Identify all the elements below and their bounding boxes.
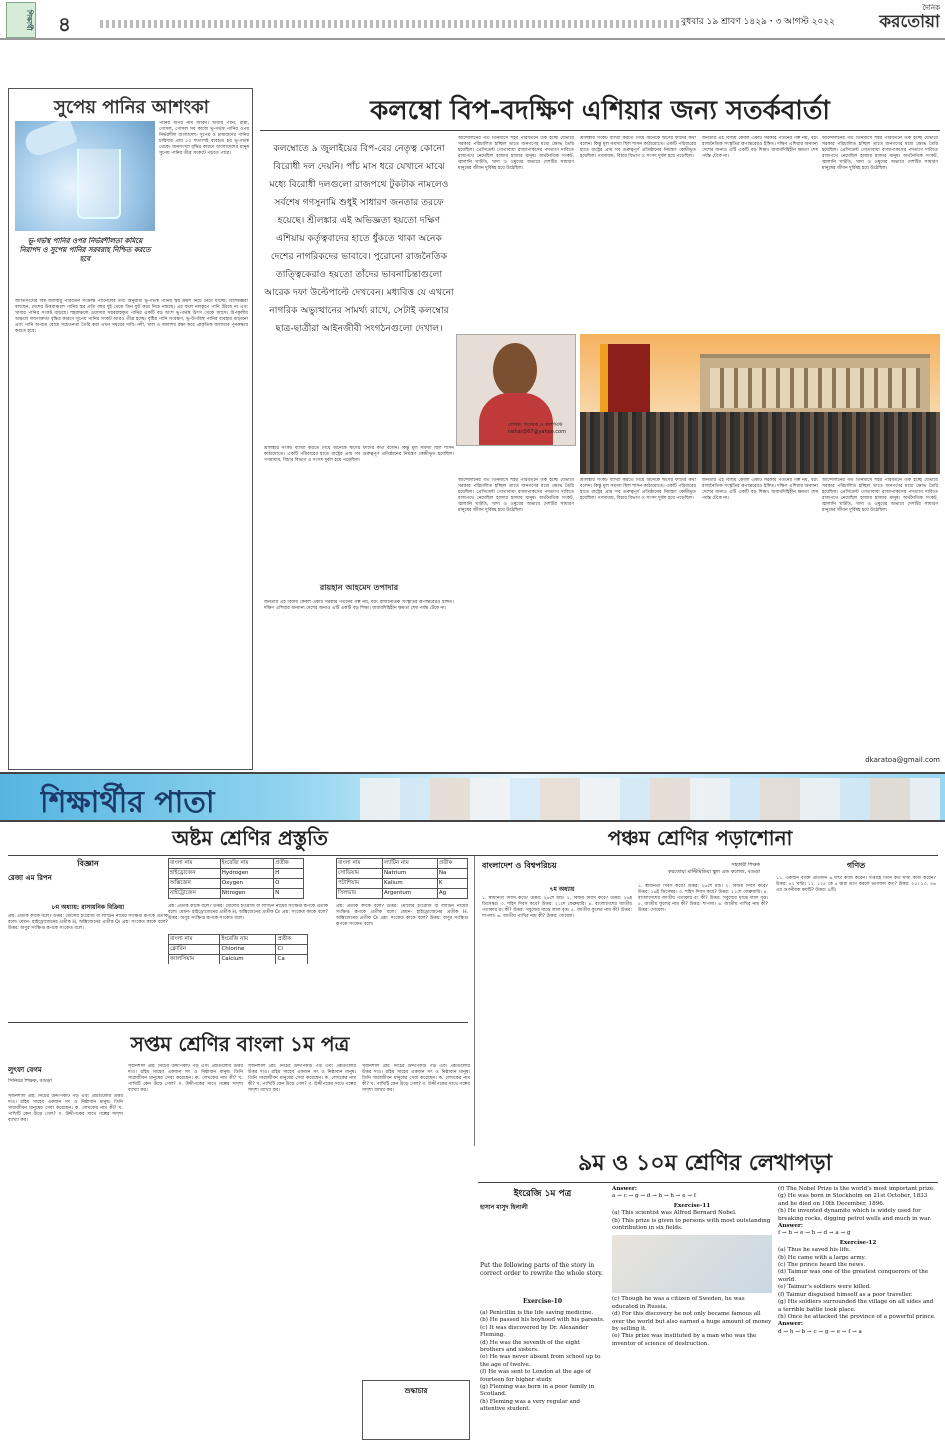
- list-item: (b) He passed his boyhood with his parents.: [480, 1317, 605, 1324]
- class910-head: ৯ম ও ১০ম শ্রেণির লেখাপড়া: [578, 1150, 832, 1176]
- table-header: বাংলা নাম: [169, 935, 220, 945]
- table-cell: ক্যালসিয়াম: [169, 955, 220, 965]
- headline-rule: [260, 130, 940, 131]
- table-header: বাংলা নাম: [169, 859, 221, 869]
- ex11b-12-block: [778, 1186, 938, 1446]
- left-article-body: [15, 299, 248, 767]
- list-item: (a) Thus he saved his life.: [778, 1247, 851, 1254]
- table-cell: Oxygen: [220, 879, 273, 889]
- table-cell: Natrium: [382, 869, 437, 879]
- answer12: d → h → b → c → g → e → f → a: [778, 1328, 862, 1335]
- page-header: [0, 0, 945, 40]
- main-col-2: শ্রীলঙ্কার সংকট ব্যাখ্যা করতে গিয়ে অনেকে ঋণের ফাঁদের কথা বলেন। কিন্তু মূল সমস্যা ছিল শাসন কাঠামোতে। একটি পরিবারের হাতে রাষ্ট্রের প্রায় সব গুরুত্বপূর্ণ প্রতিষ্ঠানের নিয়ন্ত্রণ কেন্দ্রীভূত হয়েছিল। গণমাধ্যম, বিচার বিভাগ ও সংসদ দুর্বল হয়ে পড়েছিল।: [580, 136, 696, 160]
- list-item: (h) Once he attacked the province of a powerful prince.: [778, 1313, 936, 1320]
- table-cell: Calcium: [220, 955, 276, 965]
- list-item: (e) This prize was instituted by a man who was the inventor of science of destruction.: [612, 1333, 757, 1347]
- main-lower-col-2: শ্রীলঙ্কার সংকট ব্যাখ্যা করতে গিয়ে অনেকে ঋণের ফাঁদের কথা বলেন। কিন্তু মূল সমস্যা ছিল শাসন কাঠামোতে। একটি পরিবারের হাতে রাষ্ট্রের প্রায় সব গুরুত্বপূর্ণ প্রতিষ্ঠানের নিয়ন্ত্রণ কেন্দ্রীভূত হয়েছিল। গণমাধ্যম, বিচার বিভাগ ও সংসদ দুর্বল হয়ে পড়েছিল।: [580, 478, 696, 502]
- exercise12-title: Exercise-12: [839, 1239, 877, 1246]
- bangla-col-1: সৃজনশীল প্রশ্ন: নিচের উদ্দীপকটি পড় এবং প্রশ্নগুলোর উত্তর দাও। রহিম সাহেব একজন সৎ ও নিষ্ঠাবান মানুষ। তিনি সারাজীবন মানুষের সেবা করেছেন। ক. লেখকের নাম কী? খ. পাখিটি কেন উড়ে গেল? গ. উদ্দীপকের সাথে গল্পের সাদৃশ্য ব্যাখ্যা কর।: [8, 1094, 123, 1124]
- answer-label: Answer:: [778, 1223, 803, 1230]
- section-rule: [8, 855, 938, 856]
- list-item: (a) This scientist was Alfred Bernard Nobel.: [612, 1210, 737, 1217]
- table-cell: Ca: [276, 955, 308, 965]
- english-title: ইংরেজি ১ম পত্র: [513, 1189, 572, 1199]
- author-head: [493, 343, 537, 397]
- main-col-4: আন্দোলনের গত তিনমাসে শহর পরিবর্তনে তর্ক হচ্ছে যেভাবে সরকার পরিচালিত হচ্ছিল তাতে জনগণের মধ্যে ক্ষোভ তৈরি হয়েছিল। প্রেসিডেন্ট গোতাবায়া রাজাপাকসের পদত্যাগ দাবিতে রাজপথে নেমেছিল হাজার হাজার মানুষ। অর্থনৈতিক সংকট, জ্বালানি ঘাটতি, খাদ্য ও ওষুধের অভাবে দেশটির সাধারণ মানুষের জীবন দুর্বিষহ হয়ে উঠেছিল।: [822, 136, 938, 172]
- bgs-title: বাংলাদেশ ও বিশ্বপরিচয়: [482, 861, 557, 870]
- english-author: হাসান মাসুদ হিলালী: [480, 1204, 528, 1211]
- building-shape: [700, 354, 930, 414]
- table-cell: Ag: [437, 889, 467, 899]
- correction-title: শুদ্ধাচার: [404, 1387, 428, 1395]
- class910-rule: [478, 1182, 938, 1183]
- english-intro: Put the following parts of the story in correct order to rewrite the whole story.: [480, 1262, 603, 1277]
- bangla-author: লুৎফা বেগম: [8, 1066, 42, 1074]
- symbol-table: [168, 858, 304, 899]
- water-glass-image: [15, 121, 155, 231]
- table-cell: সিলভার: [337, 889, 383, 899]
- list-item: (f) Taimur disguised himself as a poor traveller.: [778, 1291, 913, 1298]
- math-body: ১১. একজন ব্যক্তি প্রতিদিন ৬ ঘণ্টা কাজ করেন। সপ্তাহে তিনি কত ঘণ্টা কাজ করেন? উত্তর: ৪২ ঘণ্টা। ১২. ১২৫ কে ৫ দ্বারা ভাগ করলে ভাগফল কত? উত্তর: ২৫। ১৩. ৩৬ এর গুণনীয়ক কয়টি? উত্তর: ৯টি।: [776, 876, 936, 894]
- left-article-intro: পানির অপর নাম জীবন। খাবার পানি, রান্না, গোসল, গোসল সব কাজে ভূ-গর্ভস্থ পানির ওপর নির্ভরশীল বাংলাদেশ। সুপেয় ও চাষাবাদের পানির চাহিদার প্রায় ৮০ শতাংশই ব্যবহৃত হয় ভূ-গর্ভস্থ থেকে। জনসংখ্যা বৃদ্ধির কারণে বাংলাদেশের মানুষ সুপেয় পানির তীব্র সংকটে পড়তে পারে।: [159, 121, 249, 157]
- table-header: বাংলা নাম: [337, 859, 383, 869]
- small-table-wrap: [168, 934, 308, 964]
- table-cell: N: [274, 889, 304, 899]
- list-item: (f) The Nobel Prize is the world's most important prize.: [778, 1186, 935, 1192]
- list-item: (h) He invented dynamite which is widely used for breaking rocks, digging petrol wells and much in war.: [778, 1208, 932, 1222]
- science-author: রেজা এম রিপন: [8, 874, 52, 882]
- list-item: (b) He came with a large army.: [778, 1254, 866, 1261]
- exercise11-title: Exercise-11: [673, 1202, 711, 1209]
- list-item: (e) He was never absent from school up to the age of twelve.: [480, 1354, 601, 1368]
- left-article-body-text: জাতিসংঘের বিশ্ব জলবায়ু পরিবর্তন সংক্রান্ত প্যানেলের তথ্য অনুযায়ী ভূ-গর্ভস্থ পানির স্তর ক্রমশ নিচে নেমে যাচ্ছে। বিশেষজ্ঞরা বলছেন, দেশের উত্তরাঞ্চলে পানির স্তর প্রতি বছর দুই থেকে তিন ফুট করে নিচে নামছে। এর ফলে নলকূপে পানি উঠছে না এবং খাবার পানির সংকট বাড়ছে। শহরাঞ্চলে ওয়াসার সরবরাহকৃত পানির একটি বড় অংশ ভূ-গর্ভস্থ উৎস থেকে আসে। উপকূলীয় অঞ্চলে লবণাক্ততা বৃদ্ধির কারণে সুপেয় পানির সংকট আরও তীব্র হচ্ছে। বৃষ্টির পানি সংরক্ষণ, ভূ-উপরিস্থ পানির ব্যবহার বাড়ানো এবং পানি অপচয় রোধে সচেতনতা তৈরি করা এখন সময়ের দাবি। নদী, খাল ও জলাশয় রক্ষা করে প্রাকৃতিক জলাধার পুনরুদ্ধার করতে হবে।: [15, 299, 248, 335]
- list-item: (e) Taimur's soldiers were killed.: [778, 1284, 871, 1291]
- class7-rule: [8, 1022, 468, 1023]
- table-cell: Cl: [276, 945, 308, 955]
- list-item: (d) Taimur was one of the greatest conquerors of the world.: [778, 1269, 929, 1283]
- answer-label: Answer:: [778, 1321, 803, 1328]
- contact-email: dkaratoa@gmail.com: [865, 756, 940, 764]
- main-col-3: জনতার এই বিজয় কেবল একটি সরকার পতনের গল্প নয়, বরং রাজনৈতিক সংস্কৃতির রূপান্তরেরও ইঙ্গিত। দক্ষিণ এশিয়ার অন্যান্য দেশের জন্যও এটি একটি বড় শিক্ষা। জবাবদিহিহীন ক্ষমতা শেষ পর্যন্ত টেকে না।: [702, 136, 818, 160]
- author-caption: [508, 422, 578, 444]
- exercise10-title: Exercise-10: [522, 1298, 563, 1305]
- table-cell: K: [437, 879, 467, 889]
- left-article-title: সুপেয় পানির আশংকা: [54, 97, 209, 118]
- table-cell: পটাশিয়াম: [337, 879, 383, 889]
- main-col-left-lower: শ্রীলঙ্কার সংকট ব্যাখ্যা করতে গিয়ে অনেকে ঋণের ফাঁদের কথা বলেন। কিন্তু মূল সমস্যা ছিল শাসন কাঠামোতে। একটি পরিবারের হাতে রাষ্ট্রের প্রায় সব গুরুত্বপূর্ণ প্রতিষ্ঠানের নিয়ন্ত্রণ কেন্দ্রীভূত হয়েছিল। গণমাধ্যম, বিচার বিভাগ ও সংসদ দুর্বল হয়ে পড়েছিল।: [264, 446, 454, 464]
- list-item: (d) He was the seventh of the eight brothers and sisters.: [480, 1339, 580, 1354]
- masthead-name: করতোয়া: [879, 12, 940, 32]
- banner-title: শিক্ষার্থীর পাতা: [40, 785, 215, 820]
- ex10-list: [480, 1310, 605, 1446]
- bangla-col-4: সৃজনশীল প্রশ্ন: নিচের উদ্দীপকটি পড় এবং প্রশ্নগুলোর উত্তর দাও। রহিম সাহেব একজন সৎ ও নিষ্ঠাবান মানুষ। তিনি সারাজীবন মানুষের সেবা করেছেন। ক. লেখকের নাম কী? খ. পাখিটি কেন উড়ে গেল? গ. উদ্দীপকের সাথে গল্পের সাদৃশ্য ব্যাখ্যা কর।: [362, 1064, 470, 1094]
- masthead-small: দৈনিক: [922, 4, 940, 12]
- header-stripe: [100, 20, 680, 28]
- table-cell: Hydrogen: [220, 869, 273, 879]
- table-header: প্রতীক: [437, 859, 467, 869]
- issue-date: বুধবার ১৯ শ্রাবণ ১৪২৯ ꞏ ৩ আগস্ট ২০২২: [681, 17, 835, 27]
- list-item: (a) Penicillin is the life saving medicine.: [480, 1310, 594, 1316]
- bgs-school: করতোয়া মাল্টিমিডিয়া স্কুল এন্ড কলেজ, বগুড়া: [668, 869, 760, 875]
- page-number: ৪: [58, 12, 71, 34]
- bgs-chapter: ৭ম অধ্যায়: [549, 886, 575, 893]
- main-lower-col-1: আন্দোলনের গত তিনমাসে শহর পরিবর্তনে তর্ক হচ্ছে যেভাবে সরকার পরিচালিত হচ্ছিল তাতে জনগণের মধ্যে ক্ষোভ তৈরি হয়েছিল। প্রেসিডেন্ট গোতাবায়া রাজাপাকসের পদত্যাগ দাবিতে রাজপথে নেমেছিল হাজার হাজার মানুষ। অর্থনৈতিক সংকট, জ্বালানি ঘাটতি, খাদ্য ও ওষুধের অভাবে দেশটির সাধারণ মানুষের জীবন দুর্বিষহ হয়ে উঠেছিল।: [458, 478, 574, 514]
- table-header: প্রতীক: [276, 935, 308, 945]
- bgs-teacher: [600, 862, 760, 880]
- table-cell: Argentum: [382, 889, 437, 899]
- list-item: (d) For this discovery he not only became famous all over the world but also earned a huge amount of money by selling it.: [612, 1311, 772, 1333]
- bottle-shape: [22, 121, 78, 159]
- table-header: ইংরেজি নাম: [220, 859, 273, 869]
- table-cell: Nitrogen: [220, 889, 273, 899]
- glass-shape: [77, 149, 121, 219]
- table-cell: Kalium: [382, 879, 437, 889]
- main-headline: কলম্বো বিপ-বদক্ষিণ এশিয়ার জন্য সতর্কবার্তা: [370, 96, 830, 126]
- table-cell: সোডিয়াম: [337, 869, 383, 879]
- lead-box: [264, 140, 454, 440]
- class5-head: পঞ্চম শ্রেণির পড়াশোনা: [607, 826, 793, 850]
- list-item: (c) The prince heard the news.: [778, 1262, 866, 1269]
- correction-box: [362, 1380, 470, 1440]
- author-caption-text: লেখক: গবেষক ও কলামিস্ট: [508, 422, 563, 428]
- list-item: (g) His soldiers surrounded the village on all sides and a terrible battle took place.: [778, 1299, 934, 1313]
- list-item: (c) Though he was a citizen of Sweden, he was educated in Russia.: [612, 1296, 745, 1310]
- science-title: বিজ্ঞান: [77, 859, 99, 868]
- main-col-left-bottom: জনতার এই বিজয় কেবল একটি সরকার পতনের গল্প নয়, বরং রাজনৈতিক সংস্কৃতির রূপান্তরেরও ইঙ্গিত। দক্ষিণ এশিয়ার অন্যান্য দেশের জন্যও এটি একটি বড় শিক্ষা। জবাবদিহিহীন ক্ষমতা শেষ পর্যন্ত টেকে না।: [264, 600, 454, 612]
- small-table: [168, 934, 308, 964]
- author-email: raihan567@yahoo.com: [508, 429, 566, 435]
- lead-text: কলম্বোতে ৯ জুলাইয়ের বিপ-বের নেতৃত্ব কোনো বিরোধী দল দেয়নি। পাঁচ মাস ধরে যেখানে মাঝে মধ্যে বিরোধী দলগুলো রাজপথে টুকটাক নামলেও সর্বশেষ গণসুনামি শুধুই সাধারণ জনতার তরফে হয়েছে। শ্রীলঙ্কার এই অভিজ্ঞতা হয়তো দক্ষিণ এশিয়ায় কর্তৃত্ববাদের হাতে ধুঁকতে থাকা অনেক দেশের নাগরিকদের ভাবাবে। পুরোনো রাজনৈতিক তাত্ত্বিকেরাও হয়তো তাঁদের ভাবনাচিন্তাগুলো আরেক দফা উল্টেপাল্টে দেখবেন। মধ্যবিত্ত যে এখনো নাগরিক অভ্যুত্থানের সামর্থ্য রাখে, সেটাই কলম্বোর ছাত্র-ছাত্রীরা আইনজীবী সংগঠনগুলো দেখাল।: [264, 143, 454, 334]
- author-byline: রায়হান আহমেদ তপাদার: [319, 583, 399, 592]
- list-item: (g) Fleming was born in a poor family in Scotland.: [480, 1384, 595, 1398]
- main-lower-col-3: জনতার এই বিজয় কেবল একটি সরকার পতনের গল্প নয়, বরং রাজনৈতিক সংস্কৃতির রূপান্তরেরও ইঙ্গিত। দক্ষিণ এশিয়ার অন্যান্য দেশের জন্যও এটি একটি বড় শিক্ষা। জবাবদিহিহীন ক্ষমতা শেষ পর্যন্ত টেকে না।: [702, 478, 818, 502]
- section-logo-text: শিক্ষার্থী: [25, 9, 33, 31]
- table-cell: O: [274, 879, 304, 889]
- col-divider: [474, 856, 475, 1146]
- table-cell: হাইড্রোজেন: [169, 869, 221, 879]
- student-page-banner: [0, 772, 945, 822]
- latin-table-wrap: [336, 858, 468, 900]
- masthead: [842, 4, 940, 36]
- latin-table: [336, 858, 468, 899]
- ex11-block: [612, 1186, 772, 1446]
- list-item: (g) He was born in Stockholm on 21st October, 1833 and he died on 10th December, 1896.: [778, 1193, 928, 1207]
- list-item: (h) Fleming was a very regular and attentive student.: [480, 1398, 581, 1413]
- answer-label: Answer:: [612, 1186, 637, 1192]
- colombo-protest-photo: [580, 334, 940, 474]
- table-cell: নাইট্রোজেন: [169, 889, 221, 899]
- students-photo: [612, 1235, 772, 1293]
- table-header: ইংরেজি নাম: [220, 935, 276, 945]
- main-col-1: আন্দোলনের গত তিনমাসে শহর পরিবর্তনে তর্ক হচ্ছে যেভাবে সরকার পরিচালিত হচ্ছিল তাতে জনগণের মধ্যে ক্ষোভ তৈরি হয়েছিল। প্রেসিডেন্ট গোতাবায়া রাজাপাকসের পদত্যাগ দাবিতে রাজপথে নেমেছিল হাজার হাজার মানুষ। অর্থনৈতিক সংকট, জ্বালানি ঘাটতি, খাদ্য ও ওষুধের অভাবে দেশটির সাধারণ মানুষের জীবন দুর্বিষহ হয়ে উঠেছিল।: [458, 136, 574, 172]
- science-body: প্রশ্ন: প্রতীক কাকে বলে? উত্তর: মৌলের ইংরেজি বা ল্যাটিন নামের সংক্ষিপ্ত রূপকে প্রতীক বলে। যেমন- হাইড্রোজেনের প্রতীক H, অক্সিজেনের প্রতীক O। প্রশ্ন: সংকেত কাকে বলে? উত্তর: অণুর সংক্ষিপ্ত রূপকে সংকেত বলে।: [8, 914, 168, 932]
- main-lower-col-4: আন্দোলনের গত তিনমাসে শহর পরিবর্তনে তর্ক হচ্ছে যেভাবে সরকার পরিচালিত হচ্ছিল তাতে জনগণের মধ্যে ক্ষোভ তৈরি হয়েছিল। প্রেসিডেন্ট গোতাবায়া রাজাপাকসের পদত্যাগ দাবিতে রাজপথে নেমেছিল হাজার হাজার মানুষ। অর্থনৈতিক সংকট, জ্বালানি ঘাটতি, খাদ্য ও ওষুধের অভাবে দেশটির সাধারণ মানুষের জীবন দুর্বিষহ হয়ে উঠেছিল।: [822, 478, 938, 514]
- science-table: [168, 858, 304, 900]
- class8-head: অষ্টম শ্রেণির প্রস্তুতি: [172, 826, 328, 850]
- bgs-body-2: ১. স্বাধীনতা দিবস কবে? উত্তর: ২৬শে মার্চ। ২. বিজয় দিবস কবে? উত্তর: ১৬ই ডিসেম্বর। ৩. শহিদ দিবস কবে? উত্তর: ২১শে ফেব্রুয়ারি। ৪. বাংলাদেশের জাতীয় পতাকার রং কী? উত্তর: সবুজের মাঝে লাল বৃত্ত। ৫. জাতীয় ফুলের নাম কী? উত্তর: শাপলা। ৬. জাতীয় পাখির নাম কী? উত্তর: দোয়েল।: [638, 884, 768, 914]
- class7-head: সপ্তম শ্রেণির বাংলা ১ম পত্র: [130, 1032, 350, 1056]
- list-item: (b) This prize is given to persons with most outstanding contribution in six fields.: [612, 1217, 771, 1232]
- bangla-col-3: সৃজনশীল প্রশ্ন: নিচের উদ্দীপকটি পড় এবং প্রশ্নগুলোর উত্তর দাও। রহিম সাহেব একজন সৎ ও নিষ্ঠাবান মানুষ। তিনি সারাজীবন মানুষের সেবা করেছেন। ক. লেখকের নাম কী? খ. পাখিটি কেন উড়ে গেল? গ. উদ্দীপকের সাথে গল্পের সাদৃশ্য ব্যাখ্যা কর।: [248, 1064, 356, 1094]
- left-article: [8, 88, 253, 770]
- banner-students-graphic: [360, 778, 940, 820]
- bgs-body: ১. স্বাধীনতা দিবস কবে? উত্তর: ২৬শে মার্চ। ২. বিজয় দিবস কবে? উত্তর: ১৬ই ডিসেম্বর। ৩. শহিদ দিবস কবে? উত্তর: ২১শে ফেব্রুয়ারি। ৪. বাংলাদেশের জাতীয় পতাকার রং কী? উত্তর: সবুজের মাঝে লাল বৃত্ত। ৫. জাতীয় ফুলের নাম কী? উত্তর: শাপলা। ৬. জাতীয় পাখির নাম কী? উত্তর: দোয়েল।: [482, 896, 632, 920]
- table-header: ল্যাটিন নাম: [382, 859, 437, 869]
- table-cell: Na: [437, 869, 467, 879]
- bangla-col-2: সৃজনশীল প্রশ্ন: নিচের উদ্দীপকটি পড় এবং প্রশ্নগুলোর উত্তর দাও। রহিম সাহেব একজন সৎ ও নিষ্ঠাবান মানুষ। তিনি সারাজীবন মানুষের সেবা করেছেন। ক. লেখকের নাম কী? খ. পাখিটি কেন উড়ে গেল? গ. উদ্দীপকের সাথে গল্পের সাদৃশ্য ব্যাখ্যা কর।: [128, 1064, 243, 1094]
- flag-shape: [600, 344, 650, 414]
- table-header: প্রতীক: [274, 859, 304, 869]
- answer10: a → c → g → d → b → h → e → f: [612, 1193, 696, 1200]
- science-body-2: প্রশ্ন: প্রতীক কাকে বলে? উত্তর: মৌলের ইংরেজি বা ল্যাটিন নামের সংক্ষিপ্ত রূপকে প্রতীক বলে। যেমন- হাইড্রোজেনের প্রতীক H, অক্সিজেনের প্রতীক O। প্রশ্ন: সংকেত কাকে বলে? উত্তর: অণুর সংক্ষিপ্ত রূপকে সংকেত বলে।: [168, 904, 328, 922]
- table-cell: অক্সিজেন: [169, 879, 221, 889]
- bgs-teacher-role: সহকারী শিক্ষক: [731, 862, 760, 868]
- table-cell: H: [274, 869, 304, 879]
- math-title: গণিত: [846, 861, 866, 870]
- left-article-caption: ভূ-গর্ভস্থ পানির ওপর নির্ভরশীলতা কমিয়ে নিরাপদ ও সুপেয় পানির সরবরাহ নিশ্চিত করতে হবে: [19, 237, 151, 263]
- section-logo: [6, 2, 36, 38]
- list-item: (f) He was sent to London at the age of fourteen for higher study.: [480, 1369, 591, 1383]
- science-body-3: প্রশ্ন: প্রতীক কাকে বলে? উত্তর: মৌলের ইংরেজি বা ল্যাটিন নামের সংক্ষিপ্ত রূপকে প্রতীক বলে। যেমন- হাইড্রোজেনের প্রতীক H, অক্সিজেনের প্রতীক O। প্রশ্ন: সংকেত কাকে বলে? উত্তর: অণুর সংক্ষিপ্ত রূপকে সংকেত বলে।: [336, 904, 468, 928]
- bangla-school: সিনিয়র শিক্ষক, বগুড়া: [8, 1078, 52, 1084]
- table-cell: ক্লোরিন: [169, 945, 220, 955]
- science-chapter: ৮ম অধ্যায়: রাসায়নিক বিক্রিয়া: [51, 904, 125, 911]
- table-cell: Chlorine: [220, 945, 276, 955]
- answer11: f → b → e → h → d → a → g: [778, 1230, 851, 1237]
- list-item: (c) It was discovered by Dr. Alexander Fleming.: [480, 1324, 589, 1339]
- crowd-shape: [580, 412, 940, 474]
